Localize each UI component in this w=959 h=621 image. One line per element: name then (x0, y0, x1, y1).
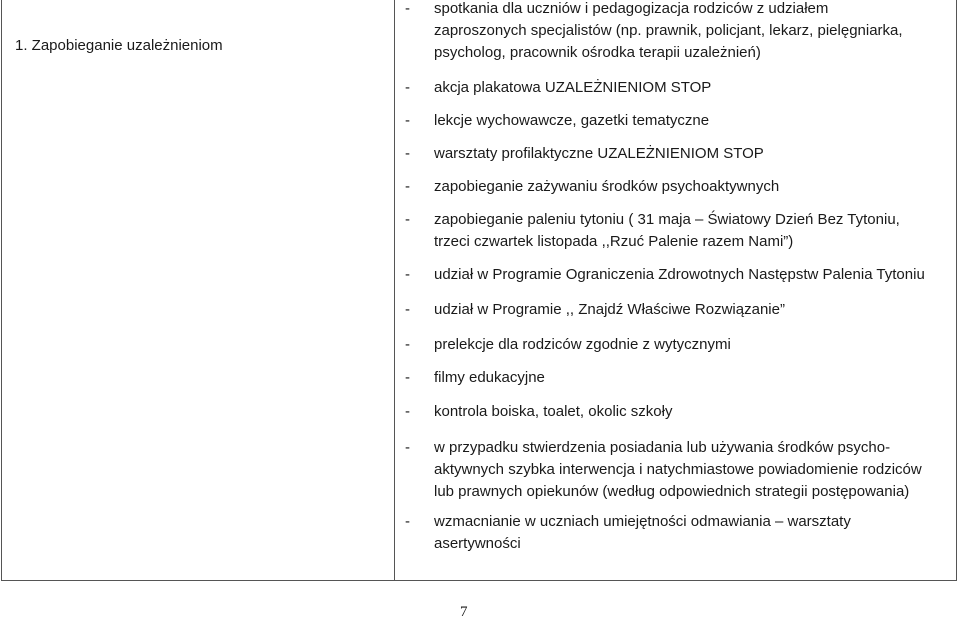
list-item-line: zaproszonych specjalistów (np. prawnik, policjant, lekarz, pielęgniarka, (434, 22, 903, 39)
list-item-line: warsztaty profilaktyczne UZALEŻNIENIOM STOP (434, 145, 764, 162)
list-dash: - (405, 336, 410, 353)
list-item (405, 209, 900, 253)
plan-table (1, 0, 957, 581)
list-dash: - (405, 439, 410, 456)
list-item (405, 367, 545, 389)
list-item (405, 176, 779, 198)
list-item (405, 401, 672, 423)
list-item-line: trzeci czwartek listopada ,,Rzuć Palenie razem Nami”) (434, 233, 794, 250)
list-item-line: akcja plakatowa UZALEŻNIENIOM STOP (434, 79, 712, 96)
list-item (405, 334, 731, 356)
list-item (405, 299, 785, 321)
list-dash: - (405, 301, 410, 318)
list-item-line: udział w Programie Ograniczenia Zdrowotnych Następstw Palenia Tytoniu (434, 266, 925, 283)
list-item-line: psycholog, pracownik ośrodka terapii uzależnień) (434, 44, 761, 61)
list-item-line: asertywności (434, 535, 521, 552)
list-item-line: zapobieganie zażywaniu środków psychoaktywnych (434, 178, 780, 195)
list-item (405, 0, 903, 64)
list-item-line: spotkania dla uczniów i pedagogizacja rodziców z udziałem (434, 0, 829, 17)
list-item-line: filmy edukacyjne (434, 369, 545, 386)
list-item (405, 77, 711, 99)
list-item-line: kontrola boiska, toalet, okolic szkoły (434, 403, 673, 420)
list-dash: - (405, 369, 410, 386)
list-item-line: lub prawnych opiekunów (według odpowiednich strategii postępowania) (434, 483, 910, 500)
list-item (405, 511, 851, 555)
list-dash: - (405, 112, 410, 129)
list-dash: - (405, 79, 410, 96)
list-item-line: zapobieganie paleniu tytoniu ( 31 maja – Światowy Dzień Bez Tytoniu, (434, 211, 900, 228)
list-item-line: w przypadku stwierdzenia posiadania lub używania środków psycho- (434, 439, 891, 456)
list-item-line: udział w Programie ,, Znajdź Właściwe Rozwiązanie” (434, 301, 785, 318)
list-item (405, 143, 764, 165)
list-item-line: prelekcje dla rodziców zgodnie z wytycznymi (434, 336, 731, 353)
list-item (405, 110, 709, 132)
page-number: 7 (460, 604, 468, 620)
table-left-column (2, 0, 395, 580)
list-dash: - (405, 0, 410, 17)
table-right-column (395, 0, 956, 580)
list-item-line: lekcje wychowawcze, gazetki tematyczne (434, 112, 710, 129)
list-item-line: wzmacnianie w uczniach umiejętności odmawiania – warsztaty (434, 513, 851, 530)
list-dash: - (405, 178, 410, 195)
list-dash: - (405, 403, 410, 420)
list-dash: - (405, 266, 410, 283)
list-item (405, 437, 922, 503)
list-item (405, 264, 925, 286)
list-dash: - (405, 211, 410, 228)
list-item-line: aktywnych szybka interwencja i natychmiastowe powiadomienie rodziców (434, 461, 922, 478)
section-title: 1. Zapobieganie uzależnieniom (15, 37, 223, 54)
list-dash: - (405, 513, 410, 530)
list-dash: - (405, 145, 410, 162)
